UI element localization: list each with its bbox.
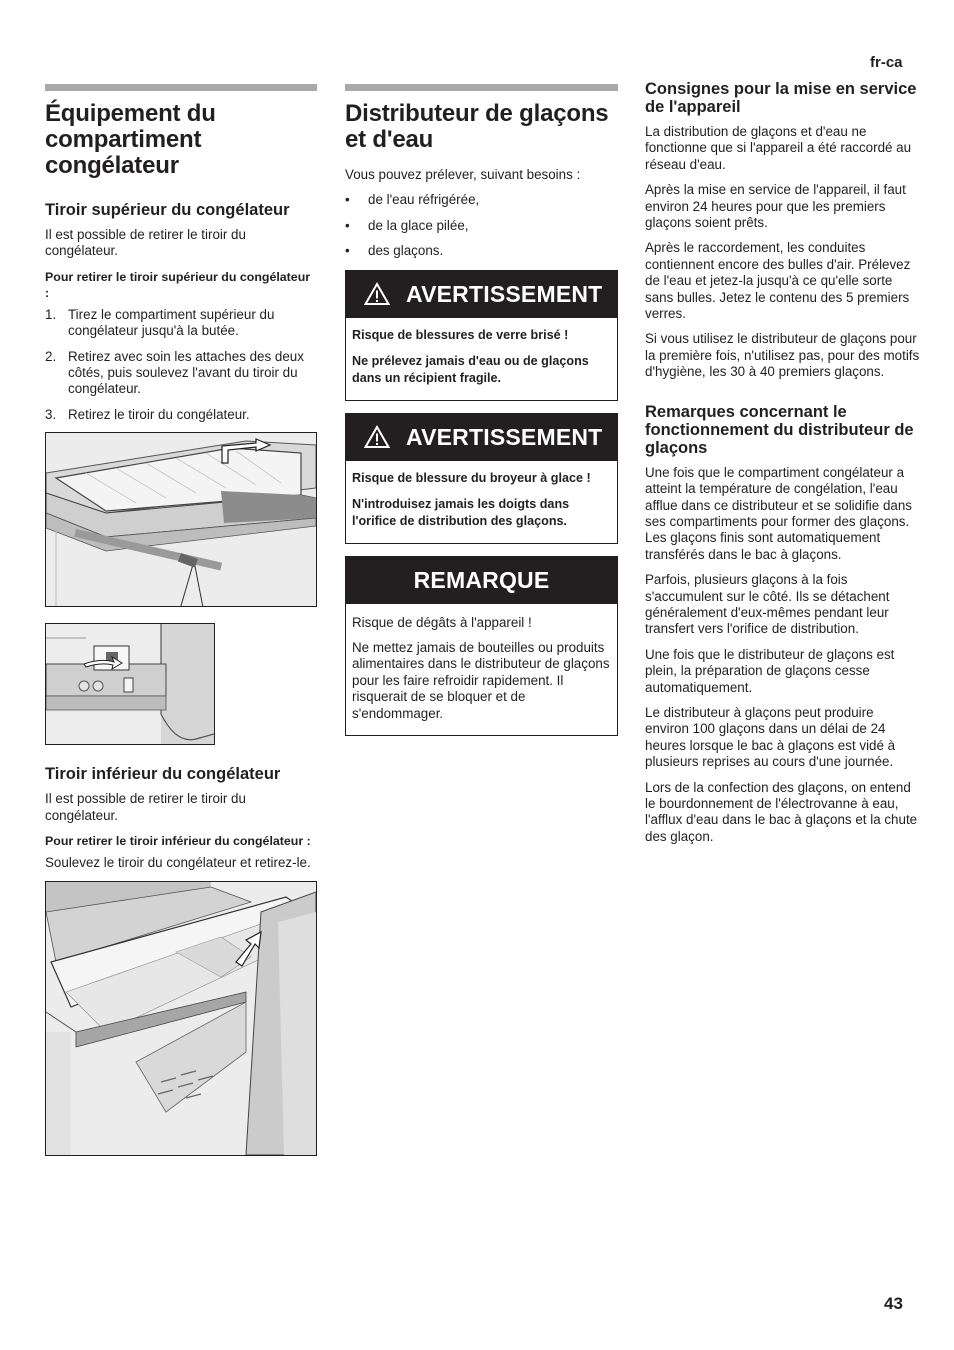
heading-lower-drawer: Tiroir inférieur du congélateur xyxy=(45,765,281,784)
step-item: 3. Retirez le tiroir du congélateur. xyxy=(45,406,250,422)
upper-drawer-illustration xyxy=(45,432,317,607)
heading-upper-drawer: Tiroir supérieur du congélateur xyxy=(45,201,290,219)
dispenser-options-list xyxy=(345,192,618,259)
paragraph: Une fois que le distributeur de glaçons est plein, la préparation de glaçons cesse automatiquement. xyxy=(645,646,895,695)
warning-text: Risque de blessures de verre brisé ! xyxy=(352,327,569,342)
language-code: fr-ca xyxy=(870,54,903,71)
paragraph: Après le raccordement, les conduites contiennent encore des bulles d'air. Prélevez de l'eau et jetez-la jusqu'à ce qu'elle sorte sans bulles. Jetez le contenu des 5 premiers verres. xyxy=(645,240,911,322)
paragraph: La distribution de glaçons et d'eau ne fonctionne que si l'appareil a été raccordé au réseau d'eau. xyxy=(645,124,912,172)
paragraph: Une fois que le compartiment congélateur a atteint la température de congélation, l'eau afflue dans ce distributeur et se solidifie dans ses compartiments pour former des glaçons. Les glaçons finis sont automatiquement transférés dans le bac à glaçons. xyxy=(645,464,912,562)
heading-commissioning: Consignes pour la mise en service de l'appareil xyxy=(645,80,917,116)
note-text: Risque de dégâts à l'appareil ! xyxy=(352,614,532,630)
warning-box-crusher xyxy=(345,413,618,544)
warning-triangle-icon xyxy=(364,425,390,449)
paragraph: Après la mise en service de l'appareil, il faut environ 24 heures pour que les premiers glaçons soient prêts. xyxy=(645,182,906,231)
column-freezer-equipment xyxy=(45,84,317,1156)
warning-text: Ne prélevez jamais d'eau ou de glaçons dans un récipient fragile. xyxy=(352,353,589,385)
upper-drawer-steps xyxy=(45,307,317,423)
heading-operation-notes: Remarques concernant le fonctionnement du distributeur de glaçons xyxy=(645,402,914,457)
paragraph: Si vous utilisez le distributeur de glaçons pour la première fois, n'utilisez pas, pour des motifs d'hygiène, les 30 à 40 premiers glaçons. xyxy=(645,331,920,380)
warning-label: AVERTISSEMENT xyxy=(406,423,603,450)
note-label: REMARQUE xyxy=(413,566,550,593)
note-box xyxy=(345,556,618,736)
step-item: 2. Retirez avec soin les attaches des deux côtés, puis soulevez l'avant du tiroir du congélateur. xyxy=(45,348,304,397)
section-rule xyxy=(345,84,618,91)
column-dispenser-notes xyxy=(645,80,920,854)
lower-drawer-illustration xyxy=(45,881,317,1156)
section-rule xyxy=(45,84,317,91)
warning-label: AVERTISSEMENT xyxy=(406,280,603,307)
lower-drawer-step: Soulevez le tiroir du congélateur et retirez-le. xyxy=(45,855,311,871)
dispenser-intro: Vous pouvez prélever, suivant besoins : xyxy=(345,167,581,182)
drawer-clip-detail-illustration xyxy=(45,623,215,745)
note-text: Ne mettez jamais de bouteilles ou produits alimentaires dans le distributeur de glaçons pour les faire refroidir rapidement. Il risquerait de se bloquer et de s'endommager. xyxy=(352,640,610,721)
warning-text: Risque de blessure du broyeur à glace ! xyxy=(352,470,591,485)
paragraph: Le distributeur à glaçons peut produire environ 100 glaçons dans un délai de 24 heures lorsque le bac à glaçons est vidé à plusieurs reprises au cours d'une journée. xyxy=(645,704,896,770)
warning-text: N'introduisez jamais les doigts dans l'orifice de distribution des glaçons. xyxy=(352,496,570,528)
list-item: • des glaçons. xyxy=(345,243,618,259)
page-number: 43 xyxy=(884,1294,903,1313)
paragraph: Parfois, plusieurs glaçons à la fois s'accumulent sur le côté. Ils se détachent généralement d'eux-mêmes pendant leur transfert vers l'orifice de distribution. xyxy=(645,572,890,637)
step-item: 1. Tirez le compartiment supérieur du congélateur jusqu'à la butée. xyxy=(45,306,275,339)
section-title-dispenser: Distributeur de glaçons et d'eau xyxy=(345,100,609,153)
upper-drawer-steps-title: Pour retirer le tiroir supérieur du congélateur : xyxy=(45,269,311,300)
warning-box-glass xyxy=(345,270,618,401)
column-ice-water-dispenser xyxy=(345,84,618,748)
warning-header xyxy=(346,271,617,318)
upper-drawer-intro: Il est possible de retirer le tiroir du congélateur. xyxy=(45,227,246,259)
lower-drawer-intro: Il est possible de retirer le tiroir du congélateur. xyxy=(45,791,246,823)
paragraph: Lors de la confection des glaçons, on entend le bourdonnement de l'électrovanne à eau, l'afflux d'eau dans le bac à glaçons et la chute des glaçon. xyxy=(645,779,918,844)
note-header xyxy=(346,557,617,604)
list-item: • de l'eau réfrigérée, xyxy=(345,192,618,208)
lower-drawer-steps-title: Pour retirer le tiroir inférieur du congélateur : xyxy=(45,834,311,849)
warning-header xyxy=(346,414,617,461)
warning-triangle-icon xyxy=(364,282,390,306)
section-title-freezer: Équipement du compartiment congélateur xyxy=(45,100,216,179)
list-item: • de la glace pilée, xyxy=(345,218,618,234)
